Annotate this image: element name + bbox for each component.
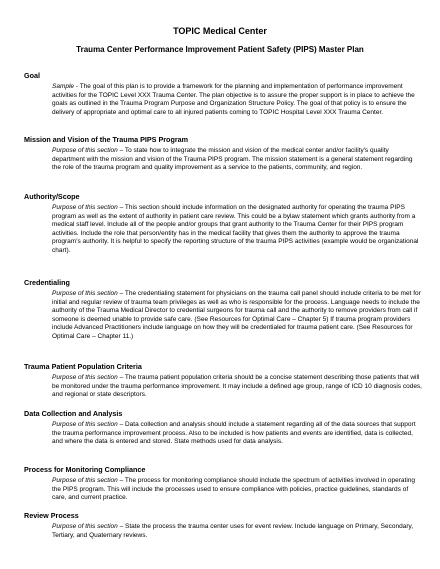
section-body (52, 204, 422, 255)
document-title: TOPIC Medical Center (173, 26, 267, 36)
section-authority-scope (24, 192, 419, 255)
section-heading: Data Collection and Analysis (24, 409, 123, 418)
document-subtitle: Trauma Center Performance Improvement Patient Safety (PIPS) Master Plan (76, 45, 364, 54)
section-body (52, 477, 422, 503)
section-heading: Goal (24, 71, 40, 80)
section-text: – The credentialing statement for physicians on the trauma call panel should include criteria to be met for initial and regular review of trauma team privileges as well as who is responsible for the process. Language needs to include the authority of the Trauma Medical Director to credential surgeons for trauma call and the authority to remove providers from call if someone is deemed unable to provide safe care. (See Resources for Optimal Care – Chapter 5) If trauma program providers include Advanced Practitioners include language on how they will be credentialed for trauma patient care. (See Resources for Optimal Care – Chapter 11.) (52, 290, 421, 340)
section-heading: Authority/Scope (24, 192, 80, 201)
section-credentialing (24, 278, 421, 341)
section-text: – The process for monitoring compliance should include the spectrum of activities involved in operating the PIPS program. This will include the processes used to ensure compliance with policies, practice guidelines, standards of care, and current practice. (52, 477, 415, 501)
section-text: – The trauma patient population criteria should be a concise statement describing those patients that will be monitored under the trauma performance improvement. It may include a defined age group, range of ICD 10 diagnosis codes, and regional or state descriptors. (52, 374, 422, 398)
section-lead: Purpose of this section (52, 421, 118, 428)
section-goal (24, 71, 416, 117)
section-monitoring-compliance (24, 465, 416, 503)
section-body (52, 290, 422, 341)
section-lead: Purpose of this section (52, 374, 118, 381)
section-text: – Data collection and analysis should include a statement regarding all of the data sources that support the trauma performance improvement process. Also to be included is how patients and events are identified, data is collected, and where the data is entered and stored. State methods used for data analysis. (52, 421, 416, 445)
section-body (52, 374, 422, 400)
section-patient-population (24, 362, 422, 400)
section-body (52, 83, 422, 117)
section-text: – To state how to integrate the mission and vision of the medical center and/or facility's quality department with the mission and vision of the Trauma PIPS program. The mission statement is a general statement regarding the role of the trauma program and quality improvement as a service to the patients, community, and region. (52, 147, 413, 171)
section-heading: Mission and Vision of the Trauma PIPS Program (24, 135, 189, 144)
section-body (52, 523, 422, 540)
section-heading: Process for Monitoring Compliance (24, 465, 146, 474)
section-text: - The goal of this plan is to provide a framework for the planning and implementation of performance improvement activities for the TOPIC Level XXX Trauma Center. The plan objective is to assure the proper support is in place to achieve the goals as outlined in the Trauma Program Purpose and Organization Structure Policy. The goal of that policy is to ensure the delivery of appropriate and optimal care to all injured patients coming to TOPIC Hospital Level XXX Trauma Center. (52, 83, 415, 116)
section-body (52, 421, 422, 447)
section-lead: Purpose of this section (52, 290, 118, 297)
section-heading: Trauma Patient Population Criteria (24, 362, 142, 371)
section-lead: Purpose of this section (52, 523, 118, 530)
section-body (52, 147, 422, 173)
section-lead: Purpose of this section (52, 147, 118, 154)
section-lead: Purpose of this section (52, 204, 118, 211)
section-review-process (24, 511, 416, 540)
section-lead: Purpose of this section (52, 477, 118, 484)
section-data-collection (24, 409, 416, 447)
section-text: – This section should include information on the designated authority for operating the trauma PIPS program as well as the extent of authority in patient care review. This could be a bylaw statement which grants authority from a medical staff level. Include all of the people and/or groups that grant authority to the Trauma Center for their PIPS program activities. Include the role that person/entity has in the medical facility that gives them the authority to approve the trauma program's authority. It is helpful to specify the reporting structure of the trauma PIPS activities (example would be organizational chart). (52, 204, 419, 254)
section-text: – State the process the trauma center uses for event review. Include language on Primary, Secondary, Tertiary, and Quaternary reviews. (52, 523, 414, 539)
section-mission-vision (24, 135, 416, 173)
section-lead: Sample (52, 83, 75, 90)
section-heading: Credentialing (24, 278, 70, 287)
section-heading: Review Process (24, 511, 79, 520)
